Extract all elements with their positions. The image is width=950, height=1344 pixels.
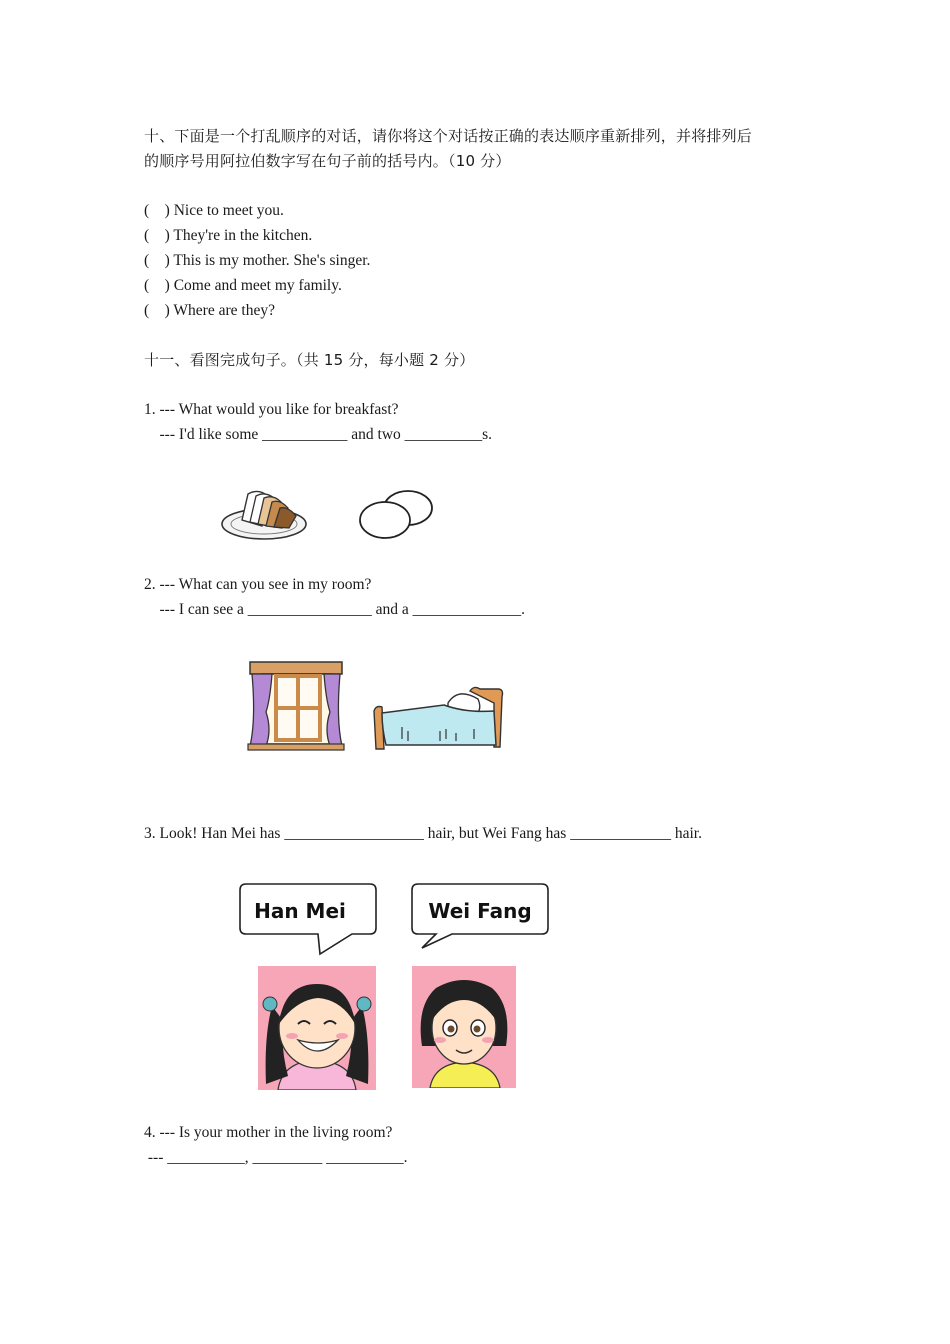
question-3-line1: 3. Look! Han Mei has __________________ hair, but Wei Fang has _____________ hair. — [144, 825, 702, 842]
reorder-item: ( ) They're in the kitchen. — [144, 227, 313, 244]
reorder-item: ( ) Come and meet my family. — [144, 277, 342, 294]
bread-icon — [218, 484, 313, 548]
question-2-line2: --- I can see a ________________ and a ______________. — [144, 601, 525, 618]
eggs-icon — [352, 484, 438, 544]
question-2-line1: 2. --- What can you see in my room? — [144, 576, 372, 593]
bed-icon — [370, 683, 505, 755]
section-10-heading-line2: 的顺序号用阿拉伯数字写在句子前的括号内。（10 分） — [144, 152, 511, 170]
speech-bubble-label: Han Mei — [254, 899, 346, 923]
question-1-line1: 1. --- What would you like for breakfast? — [144, 401, 399, 418]
question-1-line2: --- I'd like some ___________ and two __________s. — [144, 426, 493, 443]
speech-bubble-han-mei — [236, 880, 380, 958]
reorder-item: ( ) Nice to meet you. — [144, 202, 284, 219]
section-11-heading: 十一、看图完成句子。（共 15 分，每小题 2 分） — [144, 351, 475, 369]
reorder-item: ( ) Where are they? — [144, 302, 275, 319]
reorder-item: ( ) This is my mother. She's singer. — [144, 252, 371, 269]
question-4-line2: --- __________, _________ __________. — [144, 1149, 408, 1166]
girl-wei-fang-icon — [412, 966, 516, 1088]
window-icon — [246, 660, 346, 752]
question-4-line1: 4. --- Is your mother in the living room? — [144, 1124, 393, 1141]
section-10-heading-line1: 十、下面是一个打乱顺序的对话，请你将这个对话按正确的表达顺序重新排列，并将排列后 — [144, 127, 753, 145]
speech-bubble-wei-fang — [408, 880, 552, 952]
speech-bubble-label: Wei Fang — [428, 899, 532, 923]
girl-han-mei-icon — [258, 966, 376, 1090]
